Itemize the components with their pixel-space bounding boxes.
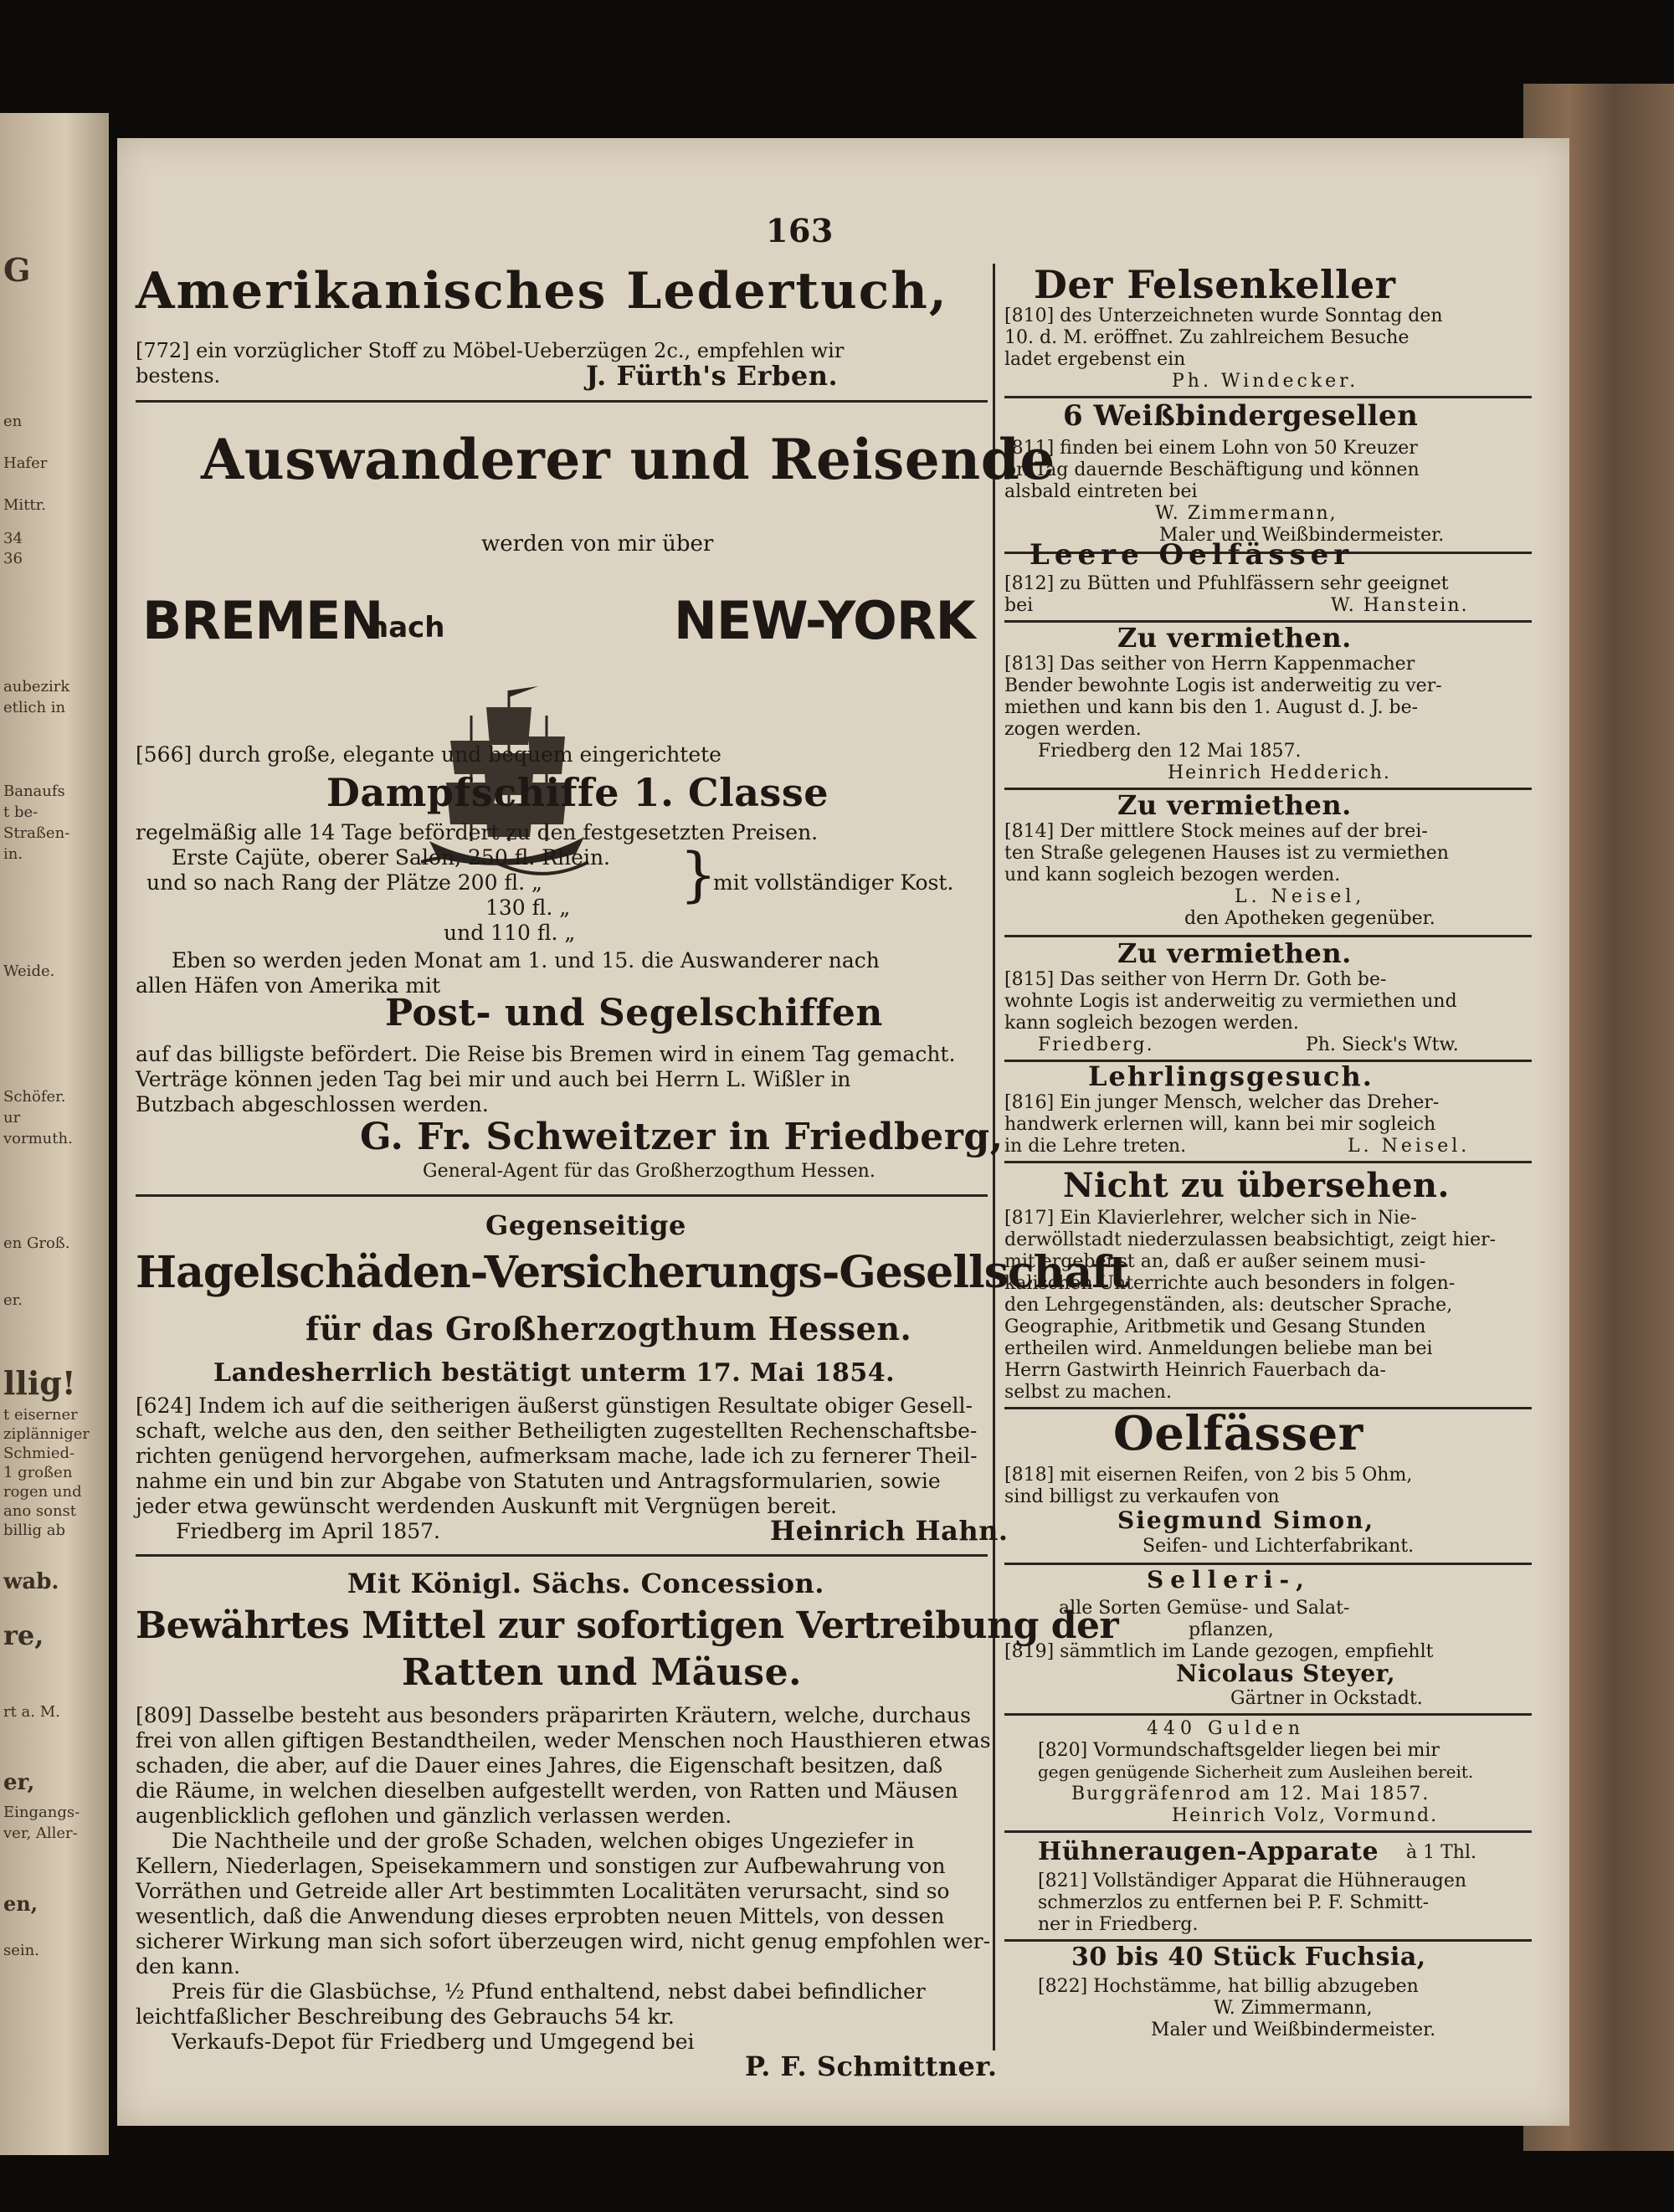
ad-text: miethen und kann bis den 1. August d. J. be- [1004, 697, 1419, 718]
ad-text: [815] Das seither von Herrn Dr. Goth be- [1004, 969, 1387, 990]
ad-text: Friedberg. [1038, 1034, 1154, 1055]
ad-text: und kann sogleich bezogen werden. [1004, 865, 1341, 885]
ad-text: schaft, welche aus den, den seither Betheiligten zugestellten Rechenschaftsbe- [136, 1419, 978, 1443]
ad-title: Selleri-, [1147, 1566, 1311, 1594]
ad-title-auswanderer: Auswanderer und Reisende [201, 427, 1055, 492]
ad-signature: G. Fr. Schweitzer in Friedberg, [360, 1116, 1004, 1158]
left-fragment: Straßen- [3, 824, 70, 842]
ad-title: Leere Oelfässer [1030, 538, 1354, 572]
ad-title: 6 Weißbindergesellen [1063, 399, 1419, 433]
ad-title: Zu vermiethen. [1117, 789, 1352, 821]
left-fragment: Mittr. [3, 496, 47, 514]
ad-over: Mit Königl. Sächs. Concession. [347, 1568, 824, 1599]
ad-text: ertheilen wird. Anmeldungen beliebe man bei [1004, 1338, 1433, 1359]
ad-text: Geographie, Aritbmetik und Gesang Stunden [1004, 1316, 1426, 1337]
divider [1004, 1563, 1532, 1565]
divider [136, 1554, 988, 1557]
left-fragment: ziplänniger [3, 1425, 90, 1443]
ad-title-hagel: Hagelschäden-Versicherungs-Gesellschaft [136, 1247, 1129, 1298]
ad-signature: den Apotheken gegenüber. [1184, 908, 1435, 929]
ad-text: ten Straße gelegenen Hauses ist zu vermiethen [1004, 843, 1449, 864]
ad-text: [813] Das seither von Herrn Kappenmacher [1004, 654, 1415, 675]
ad-title-ratten: Ratten und Mäuse. [402, 1651, 802, 1694]
left-fragment: Banaufs [3, 783, 65, 800]
ad-signature: Ph. Sieck's Wtw. [1306, 1034, 1459, 1055]
ad-signature: Heinrich Hahn. [770, 1515, 1009, 1547]
ad-text: [624] Indem ich auf die seitherigen äußerst günstigen Resultate obiger Gesell- [136, 1393, 973, 1418]
left-fragment: sein. [3, 1942, 39, 1959]
ad-text: zogen werden. [1004, 719, 1142, 740]
ad-text: [822] Hochstämme, hat billig abzugeben [1038, 1976, 1419, 1997]
brace: } [680, 840, 717, 909]
ad-text: jeder etwa gewünscht werdenden Auskunft mit Vergnügen bereit. [136, 1494, 837, 1518]
ad-text: [772] ein vorzüglicher Stoff zu Möbel-Ueberzügen 2c., empfehlen wir [136, 339, 845, 362]
ad-text: 130 fl. „ [485, 896, 571, 920]
ad-text: Butzbach abgeschlossen werden. [136, 1092, 489, 1116]
ad-heading: Dampfschiffe 1. Classe [326, 770, 829, 815]
ad-text: [812] zu Bütten und Pfuhlfässern sehr geeignet [1004, 573, 1449, 594]
left-fragment: 36 [3, 550, 23, 567]
ad-text: Erste Cajüte, oberer Salon, 250 fl. Rhein. [172, 845, 610, 870]
ad-signature: Maler und Weißbindermeister. [1159, 525, 1445, 546]
ad-text: gegen genügende Sicherheit zum Ausleihen bereit. [1038, 1762, 1474, 1782]
ad-signature: Heinrich Volz, Vormund. [1172, 1805, 1439, 1826]
ad-text: ladet ergebenst ein [1004, 349, 1186, 370]
ad-text: in die Lehre treten. [1004, 1136, 1187, 1157]
ad-text: auf das billigste befördert. Die Reise bis Bremen wird in einem Tag gemacht. [136, 1042, 956, 1066]
ad-signature: Maler und Weißbindermeister. [1151, 2020, 1436, 2040]
ad-text: [816] Ein junger Mensch, welcher das Dreher- [1004, 1092, 1440, 1113]
left-fragment: Weide. [3, 962, 55, 980]
ad-text: [566] durch große, elegante und bequem eingerichtete [136, 742, 721, 767]
ad-subtitle: werden von mir über [481, 531, 714, 557]
ad-text: die Räume, in welchen dieselben aufgestellt werden, von Ratten und Mäusen [136, 1778, 958, 1803]
left-page-edge [0, 113, 109, 2155]
ad-signature: Gärtner in Ockstadt. [1230, 1688, 1423, 1709]
left-fragment: Schöfer. [3, 1088, 66, 1106]
ad-price: à 1 Thl. [1406, 1842, 1476, 1863]
ad-title: Zu vermiethen. [1117, 622, 1352, 654]
divider [1004, 396, 1532, 398]
left-fragment: Schmied- [3, 1445, 75, 1462]
ad-text: frei von allen giftigen Bestandtheilen, weder Menschen noch Hausthieren etwas [136, 1728, 991, 1753]
left-fragment: er, [3, 1770, 35, 1795]
divider [1004, 1713, 1532, 1716]
ad-text: Friedberg im April 1857. [176, 1519, 440, 1543]
left-fragment: en, [3, 1891, 39, 1916]
ad-title: 440 Gulden [1147, 1718, 1306, 1739]
left-fragment: ver, Aller- [3, 1825, 78, 1842]
ad-text: [820] Vormundschaftsgelder liegen bei mir [1038, 1740, 1440, 1761]
ad-text: sind billigst zu verkaufen von [1004, 1486, 1280, 1507]
ad-signature: L. Neisel, [1235, 886, 1366, 907]
left-fragment: vormuth. [3, 1130, 73, 1147]
ad-text: pflanzen, [1189, 1619, 1274, 1640]
ad-text: bestens. [136, 364, 221, 387]
ad-text: bei [1004, 595, 1034, 616]
ad-over: Gegenseitige [485, 1209, 686, 1241]
ad-text: alle Sorten Gemüse- und Salat- [1059, 1598, 1350, 1619]
ad-text: [809] Dasselbe besteht aus besonders präparirten Kräutern, welche, durchaus [136, 1703, 971, 1727]
left-fragment: G [3, 251, 31, 289]
left-fragment: Eingangs- [3, 1804, 80, 1821]
left-fragment: aubezirk [3, 678, 70, 695]
ad-text: [818] mit eisernen Reifen, von 2 bis 5 Ohm, [1004, 1465, 1413, 1486]
ad-signature: W. Zimmermann, [1214, 1998, 1373, 2019]
ad-signature: W. Zimmermann, [1155, 503, 1338, 524]
divider [1004, 1161, 1532, 1163]
ad-title: Hühneraugen-Apparate [1038, 1837, 1379, 1866]
ad-text: Kellern, Niederlagen, Speisekammern und sonstigen zur Aufbewahrung von [136, 1854, 946, 1878]
ad-signature: Seifen- und Lichterfabrikant. [1143, 1536, 1415, 1557]
left-fragment: ur [3, 1109, 21, 1127]
ad-text: regelmäßig alle 14 Tage befördert zu den festgesetzten Preisen. [136, 820, 819, 844]
ad-signature: Nicolaus Steyer, [1176, 1660, 1396, 1687]
ad-signature: Heinrich Hedderich. [1168, 762, 1391, 783]
ad-text: Friedberg den 12 Mai 1857. [1038, 741, 1302, 762]
ad-text: den Lehrgegenständen, als: deutscher Sprache, [1004, 1295, 1453, 1316]
ad-text: Burggräfenrod am 12. Mai 1857. [1071, 1783, 1430, 1804]
ad-text: Die Nachtheile und der große Schaden, welchen obiges Ungeziefer in [172, 1829, 915, 1853]
ad-text: selbst zu machen. [1004, 1382, 1172, 1403]
ad-title: Zu vermiethen. [1117, 937, 1352, 969]
ad-signature: Siegmund Simon, [1117, 1506, 1375, 1534]
ad-text: mit ergebenst an, daß er außer seinem musi- [1004, 1251, 1426, 1272]
ad-text: [817] Ein Klavierlehrer, welcher sich in Nie- [1004, 1208, 1417, 1229]
left-fragment: t be- [3, 803, 39, 821]
ad-signature: W. Hanstein. [1331, 595, 1469, 616]
ad-text: nahme ein und bin zur Abgabe von Statuten und Antragsformularien, sowie [136, 1469, 941, 1493]
left-fragment: ano sonst [3, 1502, 77, 1520]
left-fragment: rogen und [3, 1483, 82, 1501]
ad-text: pr. Tag dauernde Beschäftigung und können [1004, 459, 1420, 480]
ad-text: schaden, die aber, auf die Dauer eines Jahres, die Eigenschaft besitzen, daß [136, 1753, 943, 1778]
ad-title-felsenkeller: Der Felsenkeller [1034, 262, 1396, 307]
ad-text: kalischen Unterrichte auch besonders in folgen- [1004, 1273, 1456, 1294]
ad-text: [821] Vollständiger Apparat die Hühneraugen [1038, 1871, 1467, 1891]
ad-text: derwöllstadt niederzulassen beabsichtigt, zeigt hier- [1004, 1229, 1497, 1250]
ad-text: kann sogleich bezogen werden. [1004, 1013, 1299, 1034]
ad-text: schmerzlos zu entfernen bei P. F. Schmitt- [1038, 1892, 1430, 1913]
left-fragment: in. [3, 845, 23, 863]
ad-text: leichtfaßlicher Beschreibung des Gebrauchs 54 kr. [136, 2004, 675, 2029]
route-to: NEW-YORK [674, 590, 975, 651]
ad-text: [819] sämmtlich im Lande gezogen, empfiehlt [1004, 1641, 1434, 1662]
ad-text: richten genügend hervorgehen, aufmerksam mache, lade ich zu fernerer Theil- [136, 1444, 978, 1468]
ad-signature: J. Fürth's Erben. [586, 360, 839, 392]
left-fragment: t eiserner [3, 1406, 78, 1424]
left-fragment: etlich in [3, 699, 66, 716]
ad-heading: Post- und Segelschiffen [385, 992, 883, 1034]
ad-title: Nicht zu übersehen. [1063, 1166, 1450, 1205]
ad-text: [811] finden bei einem Lohn von 50 Kreuzer [1004, 438, 1418, 459]
ad-text: Preis für die Glasbüchse, ½ Pfund enthaltend, nebst dabei befindlicher [172, 1979, 926, 2004]
ad-text: und 110 fl. „ [444, 921, 576, 945]
ad-title-ledertuch: Amerikanisches Ledertuch, [136, 262, 948, 321]
ad-subtitle: für das Großherzogthum Hessen. [306, 1310, 912, 1347]
ad-text: Eben so werden jeden Monat am 1. und 15. die Auswanderer nach [172, 948, 880, 973]
ad-text: den kann. [136, 1954, 241, 1978]
ad-title-ratten: Bewährtes Mittel zur sofortigen Vertreibung der [136, 1604, 1119, 1647]
ad-text: ner in Friedberg. [1038, 1914, 1199, 1935]
ad-signature: Ph. Windecker. [1172, 371, 1359, 392]
left-fragment: 1 großen [3, 1464, 73, 1481]
ad-text: Bender bewohnte Logis ist anderweitig zu ver- [1004, 675, 1442, 696]
ad-title: Lehrlingsgesuch. [1088, 1060, 1374, 1092]
ad-text: wohnte Logis ist anderweitig zu vermiethen und [1004, 991, 1457, 1012]
ad-text: augenblicklich geflohen und gänzlich verlassen werden. [136, 1804, 732, 1828]
ad-text: mit vollständiger Kost. [713, 870, 954, 895]
ad-title: Oelfässer [1113, 1406, 1363, 1461]
ad-signature: P. F. Schmittner. [745, 2050, 998, 2082]
divider [136, 400, 988, 403]
ad-text: wesentlich, daß die Anwendung dieses erprobten neuen Mittels, von dessen [136, 1904, 945, 1928]
ad-text: handwerk erlernen will, kann bei mir sogleich [1004, 1114, 1436, 1135]
ad-signature-sub: General-Agent für das Großherzogthum Hessen. [423, 1161, 876, 1182]
left-fragment: en [3, 413, 23, 430]
left-fragment: 34 [3, 530, 23, 547]
left-fragment: rt a. M. [3, 1703, 60, 1721]
ad-text: Vorräthen und Getreide aller Art bestimmten Localitäten verursacht, sind so [136, 1879, 950, 1903]
ad-title: 30 bis 40 Stück Fuchsia, [1071, 1943, 1426, 1972]
left-fragment: en Groß. [3, 1234, 70, 1252]
divider [1004, 1830, 1532, 1833]
ad-text: 10. d. M. eröffnet. Zu zahlreichem Besuche [1004, 327, 1410, 348]
ad-text: alsbald eintreten bei [1004, 481, 1198, 502]
ad-text: Verträge können jeden Tag bei mir und auch bei Herrn L. Wißler in [136, 1067, 851, 1091]
route-from: BREMEN [142, 590, 383, 651]
ad-text: allen Häfen von Amerika mit [136, 973, 441, 998]
left-fragment: er. [3, 1291, 23, 1309]
ad-text: Verkaufs-Depot für Friedberg und Umgegend bei [172, 2030, 695, 2054]
ad-text: [810] des Unterzeichneten wurde Sonntag den [1004, 305, 1443, 326]
ad-text: und so nach Rang der Plätze 200 fl. „ [146, 870, 542, 895]
ad-signature: L. Neisel. [1348, 1136, 1471, 1157]
ad-text: Herrn Gastwirth Heinrich Fauerbach da- [1004, 1360, 1386, 1381]
left-fragment: re, [3, 1619, 44, 1651]
newspaper-page [117, 138, 1569, 2126]
left-fragment: Hafer [3, 454, 48, 472]
ad-text: sicherer Wirkung man sich sofort überzeugen wird, nicht genug empfohlen wer- [136, 1929, 991, 1953]
left-fragment: billig ab [3, 1522, 66, 1539]
route-mid: nach [368, 611, 445, 644]
divider [136, 1194, 988, 1197]
ad-approval: Landesherrlich bestätigt unterm 17. Mai 1854. [213, 1358, 896, 1388]
left-fragment: wab. [3, 1569, 59, 1594]
divider [1004, 1939, 1532, 1942]
ad-text: [814] Der mittlere Stock meines auf der brei- [1004, 821, 1428, 842]
page-number: 163 [766, 212, 834, 249]
left-fragment: llig! [3, 1364, 76, 1402]
